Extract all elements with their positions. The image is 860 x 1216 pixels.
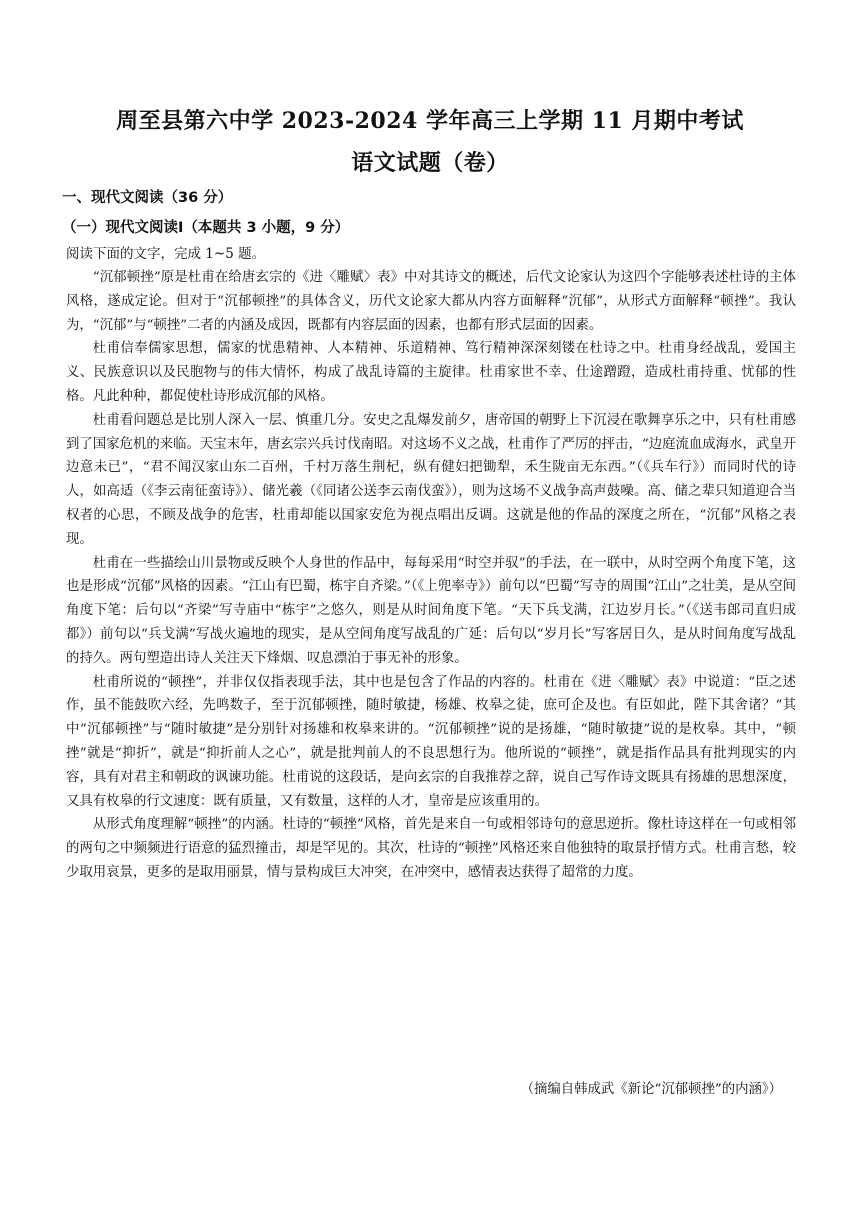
- exam-title: 周至县第六中学 2023-2024 学年高三上学期 11 月期中考试: [116, 108, 744, 134]
- reading-instruction: 阅读下面的文字，完成 1~5 题。: [66, 246, 266, 262]
- article-source: （摘编自韩成武《新论“沉郁顿挫”的内涵》）: [520, 1082, 782, 1097]
- article-paragraph: 杜甫所说的“顿挫”，并非仅仅指表现手法，其中也是包含了作品的内容的。杜甫在《进〈雕赋〉表》中说道：“臣之述作，虽不能鼓吹六经，先鸣数子，至于沉郁顿挫，随时敏捷，杨雄、枚皋之徒，庶可企及也。有臣如此，陛下其舍诸？”其中“沉郁顿挫”与“随时敏捷”是分别针对扬雄和枚皋来讲的。“沉郁顿挫”说的是扬雄，“随时敏捷”说的是枚皋。其中，“顿挫”就是“抑折”，就是“抑折前人之心”，就是批判前人的不良思想行为。他所说的“顿挫”，就是指作品具有批判现实的内容，具有对君主和朝政的讽谏功能。杜甫说的这段话，是向玄宗的自我推荐之辞，说自己写作诗文既具有扬雄的思想深度，又具有枚皋的行文速度：既有质量，又有数量，这样的人才，皇帝是应该重用的。: [66, 674, 796, 809]
- section-heading: 一、现代文阅读（36 分）: [62, 190, 233, 206]
- article-body: [66, 266, 796, 885]
- article-paragraph: “沉郁顿挫”原是杜甫在给唐玄宗的《进〈雕赋〉表》中对其诗文的概述，后代文论家认为这四个字能够表述杜诗的主体风格，遂成定论。但对于“沉郁顿挫”的具体含义，历代文论家大都从内容方面解释“沉郁”，从形式方面解释“顿挫”。我认为，“沉郁”与“顿挫”二者的内涵及成因，既都有内容层面的因素，也都有形式层面的因素。: [66, 270, 796, 333]
- article-paragraph: 从形式角度理解“顿挫”的内涵。杜诗的“顿挫”风格，首先是来自一句或相邻诗句的意思逆折。像杜诗这样在一句或相邻的两句之中频频进行语意的猛烈撞击，却是罕见的。其次，杜诗的“顿挫”风格还来自他独特的取景抒情方式。杜甫言愁，较少取用哀景，更多的是取用丽景，情与景构成巨大冲突，在冲突中，感情表达获得了超常的力度。: [66, 817, 796, 880]
- exam-subtitle: 语文试题（卷）: [351, 150, 509, 176]
- subsection-heading: （一）现代文阅读Ⅰ（本题共 3 小题，9 分）: [62, 220, 350, 236]
- article-paragraph: 杜甫信奉儒家思想，儒家的忧患精神、人本精神、乐道精神、笃行精神深深刻镂在杜诗之中。杜甫身经战乱，爱国主义、民族意识以及民胞物与的伟大情怀，构成了战乱诗篇的主旋律。杜甫家世不幸、仕途蹭蹬，造成杜甫持重、忧郁的性格。凡此种种，都促使杜诗形成沉郁的风格。: [66, 341, 796, 404]
- article-paragraph: 杜甫在一些描绘山川景物或反映个人身世的作品中，每每采用“时空并驭”的手法，在一联中，从时空两个角度下笔，这也是形成“沉郁”风格的因素。“江山有巴蜀，栋宇自齐梁。”（《上兜率寺》）前句以“巴蜀”写寺的周围“江山”之壮美，是从空间角度下笔：后句以“齐梁”写寺庙中“栋宇”之悠久，则是从时间角度下笔。“天下兵戈满，江边岁月长。”（《送韦郎司直归成都》）前句以“兵戈满”写战火遍地的现实，是从空间角度写战乱的广延：后句以“岁月长”写客居日久，是从时间角度写战乱的持久。两句塑造出诗人关注天下烽烟、叹息漂泊于事无补的形象。: [66, 555, 796, 666]
- article-paragraph: 杜甫看问题总是比别人深入一层、慎重几分。安史之乱爆发前夕，唐帝国的朝野上下沉浸在歌舞享乐之中，只有杜甫感到了国家危机的来临。天宝末年，唐玄宗兴兵讨伐南昭。对这场不义之战，杜甫作了严厉的抨击，“边庭流血成海水，武皇开边意未已”，“君不闻汉家山东二百州，千村万落生荆杞，纵有健妇把锄犁，禾生陇亩无东西。”（《兵车行》）而同时代的诗人，如高适（《李云南征蛮诗》）、储光羲（《同诸公送李云南伐蛮》），则为这场不义战争高声鼓噪。高、储之辈只知道迎合当权者的心思，不顾及战争的危害，杜甫却能以国家安危为视点唱出反调。这就是他的作品的深度之所在，“沉郁”风格之表现。: [66, 412, 796, 547]
